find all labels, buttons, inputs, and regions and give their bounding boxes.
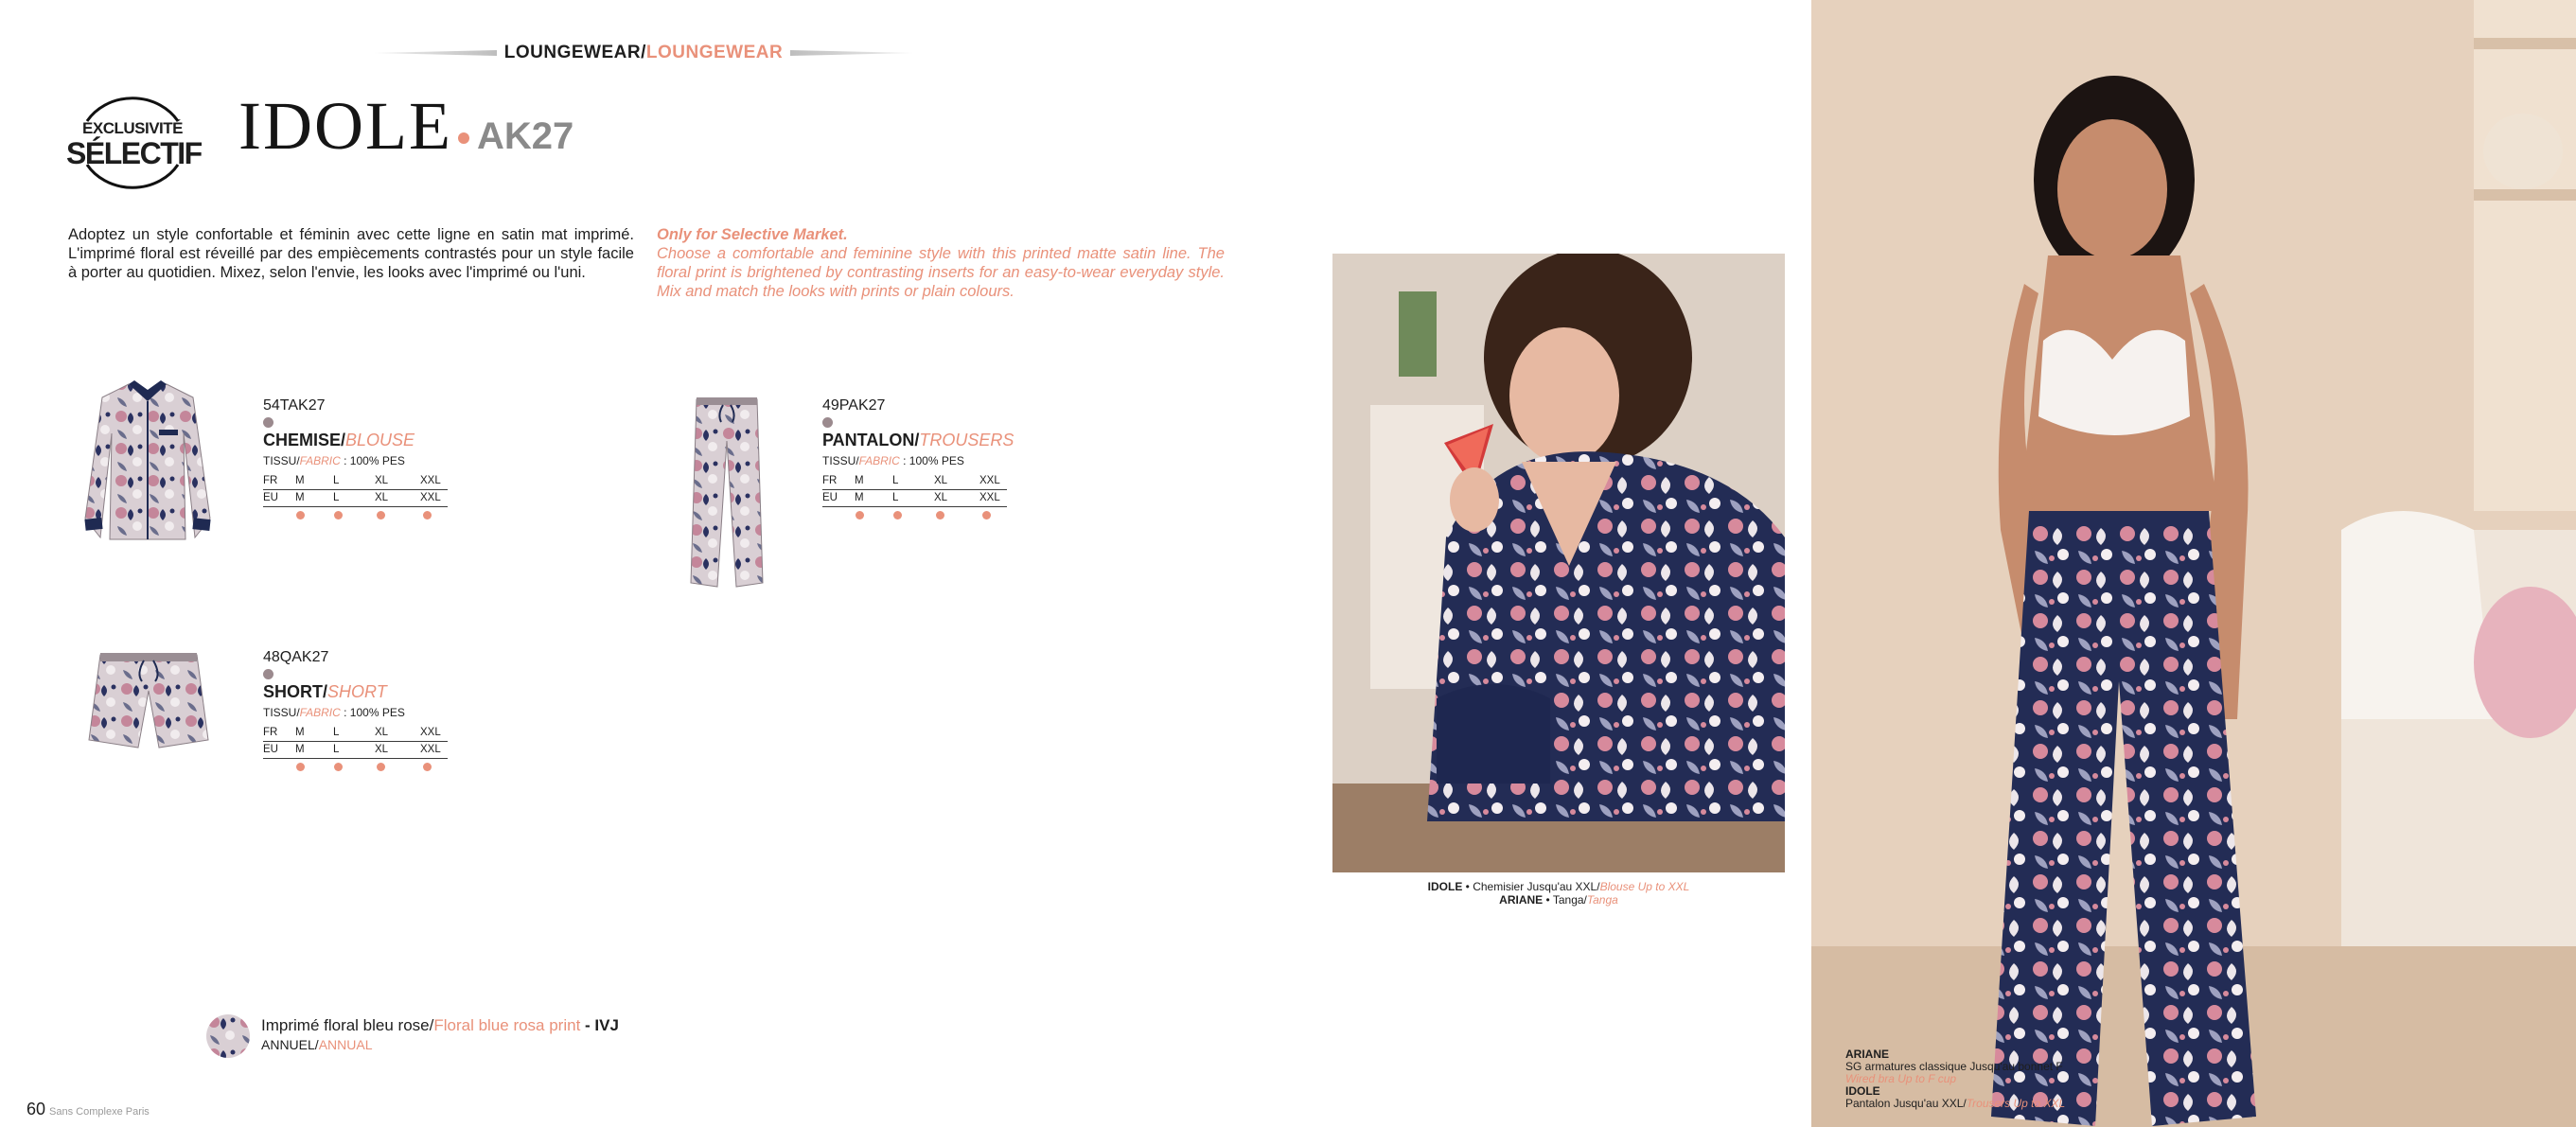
availability-dot-icon — [377, 763, 385, 771]
exclusive-badge — [66, 93, 202, 191]
product-name-fr: CHEMISE/ — [263, 431, 346, 449]
size-row-label: FR — [263, 727, 278, 738]
print-swatch-icon — [263, 417, 273, 428]
brand-name: Sans Complexe Paris — [49, 1106, 150, 1118]
availability-dot-icon — [856, 511, 864, 519]
size-cell: M — [295, 492, 305, 503]
description-en — [657, 225, 1225, 301]
product-fabric — [263, 454, 448, 467]
availability-dot-icon — [334, 763, 343, 771]
title-dot-icon — [458, 132, 469, 144]
header-rule-right — [790, 50, 913, 56]
photo-illustration — [1332, 254, 1785, 872]
size-row-fr — [263, 725, 448, 742]
caption-desc-fr: SG armatures classique Jusqu'au bonnet F — [1845, 1060, 2063, 1073]
caption-product: IDOLE — [1427, 880, 1463, 893]
size-cell: M — [855, 475, 864, 486]
caption-product: IDOLE — [1845, 1084, 1880, 1098]
size-row-eu — [822, 490, 1007, 507]
print-swatch-icon — [206, 1014, 250, 1058]
page-footer — [26, 1100, 150, 1119]
product-name — [263, 682, 448, 702]
availability-dot-icon — [377, 511, 385, 519]
fabric-label-fr: TISSU/ — [263, 454, 300, 467]
size-cell: XL — [375, 744, 389, 755]
size-row-label: FR — [263, 475, 278, 486]
size-row-label: EU — [822, 492, 838, 503]
size-cell: XXL — [420, 744, 441, 755]
size-row-label: EU — [263, 744, 278, 755]
size-cell: M — [295, 744, 305, 755]
availability-dot-icon — [936, 511, 944, 519]
fabric-label-en: FABRIC — [299, 706, 341, 719]
caption-desc-en: Wired bra Up to F cup — [1845, 1072, 1957, 1085]
product-ref: 54TAK27 — [263, 397, 326, 414]
product-name — [263, 431, 448, 450]
product-trousers — [822, 397, 1014, 520]
availability-dot-icon — [296, 511, 305, 519]
size-cell: XXL — [979, 475, 1000, 486]
size-cell: XL — [375, 492, 389, 503]
size-cell: M — [295, 475, 305, 486]
photo-illustration — [1811, 0, 2576, 1127]
product-name-en: BLOUSE — [345, 431, 415, 449]
lifestyle-photo-blouse — [1332, 254, 1785, 872]
fabric-label-fr: TISSU/ — [263, 706, 300, 719]
size-row-eu — [263, 490, 448, 507]
size-cell: L — [333, 727, 340, 738]
size-cell: L — [892, 475, 899, 486]
print-swatch-icon — [822, 417, 833, 428]
fabric-label-en: FABRIC — [299, 454, 341, 467]
size-table — [263, 473, 448, 520]
availability-dot-icon — [893, 511, 902, 519]
size-cell: M — [295, 727, 305, 738]
size-cell: XXL — [420, 727, 441, 738]
description-en-text: Choose a comfortable and feminine style with this printed matte satin line. The floral print is brightened by contrasting inserts for an easy-to-wear everyday style. Mix and match the looks with prints or plain colours. — [657, 245, 1225, 300]
photo-caption-2 — [1845, 1048, 2186, 1110]
caption-desc-fr: Pantalon Jusqu'au XXL/ — [1845, 1097, 1967, 1110]
product-fabric — [263, 706, 448, 719]
fabric-value: : 100% PES — [899, 454, 964, 467]
product-ref: 49PAK27 — [822, 397, 886, 414]
size-table — [822, 473, 1007, 520]
collection-title — [238, 87, 573, 163]
badge-line-2: SÉLECTIF — [66, 136, 202, 170]
caption-desc-fr: • Chemisier Jusqu'au XXL/ — [1462, 880, 1600, 893]
trousers-image — [689, 394, 765, 592]
page-number: 60 — [26, 1100, 46, 1118]
caption-desc-en: Trousers Up to XXL — [1966, 1097, 2066, 1110]
short-image — [87, 649, 210, 755]
print-name-fr: Imprimé floral bleu rose/ — [261, 1016, 434, 1034]
description-en-lead: Only for Selective Market. — [657, 226, 848, 243]
caption-product: ARIANE — [1845, 1048, 1890, 1061]
product-name-en: SHORT — [327, 682, 387, 701]
header-label-fr: LOUNGEWEAR/ — [503, 43, 646, 62]
availability-dot-icon — [982, 511, 991, 519]
size-cell: L — [333, 492, 340, 503]
print-swatch-pattern — [206, 1014, 250, 1058]
size-cell: XL — [375, 475, 389, 486]
size-cell: L — [333, 475, 340, 486]
description-fr: Adoptez un style confortable et féminin avec cette ligne en satin mat imprimé. L'imprimé floral est réveillé par des empiècements contrastés pour un style facile à porter au quotidien. Mixez, selon l'envie, les looks avec l'imprimé ou l'uni. — [68, 226, 634, 281]
fabric-label-en: FABRIC — [858, 454, 900, 467]
size-cell: XXL — [420, 475, 441, 486]
size-cell: L — [333, 744, 340, 755]
product-name-fr: PANTALON/ — [822, 431, 920, 449]
lifestyle-photo-trousers — [1811, 0, 2576, 1127]
size-cell: XXL — [420, 492, 441, 503]
blouse-image — [81, 377, 214, 547]
size-row-fr — [263, 473, 448, 490]
size-cell: XL — [934, 492, 948, 503]
section-header — [374, 40, 913, 66]
product-name — [822, 431, 1014, 450]
header-rule-left — [374, 50, 497, 56]
size-row-fr — [822, 473, 1007, 490]
size-row-eu — [263, 742, 448, 759]
caption-product: ARIANE — [1499, 893, 1544, 907]
size-cell: XXL — [979, 492, 1000, 503]
product-name-fr: SHORT/ — [263, 682, 328, 701]
size-cell: M — [855, 492, 864, 503]
header-label-en: LOUNGEWEAR — [645, 43, 784, 62]
size-cell: XL — [934, 475, 948, 486]
print-swatch-icon — [263, 669, 273, 679]
availability-dot-icon — [423, 511, 432, 519]
availability-dot-icon — [296, 763, 305, 771]
size-row-label: EU — [263, 492, 278, 503]
fabric-value: : 100% PES — [340, 454, 405, 467]
photo-caption-1 — [1325, 880, 1792, 907]
caption-desc-en: Tanga — [1586, 893, 1618, 907]
print-name-en: Floral blue rosa print — [433, 1016, 581, 1034]
availability-dot-icon — [423, 763, 432, 771]
size-row-label: FR — [822, 475, 838, 486]
fabric-label-fr: TISSU/ — [822, 454, 859, 467]
size-table — [263, 725, 448, 772]
product-short — [263, 649, 448, 772]
fabric-value: : 100% PES — [340, 706, 405, 719]
print-code: - IVJ — [580, 1016, 619, 1034]
caption-desc-fr: • Tanga/ — [1543, 893, 1587, 907]
size-cell: L — [892, 492, 899, 503]
product-fabric — [822, 454, 1014, 467]
collection-ref: AK27 — [476, 115, 574, 157]
badge-line-1: EXCLUSIVITÉ — [82, 119, 183, 137]
product-blouse — [263, 397, 448, 520]
availability-dot-icon — [334, 511, 343, 519]
availability-dots — [822, 507, 1007, 520]
caption-desc-en: Blouse Up to XXL — [1599, 880, 1690, 893]
product-name-en: TROUSERS — [919, 431, 1015, 449]
collection-name: IDOLE — [238, 88, 452, 164]
season-fr: ANNUEL/ — [261, 1037, 319, 1052]
season-en: ANNUAL — [318, 1037, 373, 1052]
availability-dots — [263, 507, 448, 520]
product-ref: 48QAK27 — [263, 649, 329, 665]
size-cell: XL — [375, 727, 389, 738]
availability-dots — [263, 759, 448, 772]
